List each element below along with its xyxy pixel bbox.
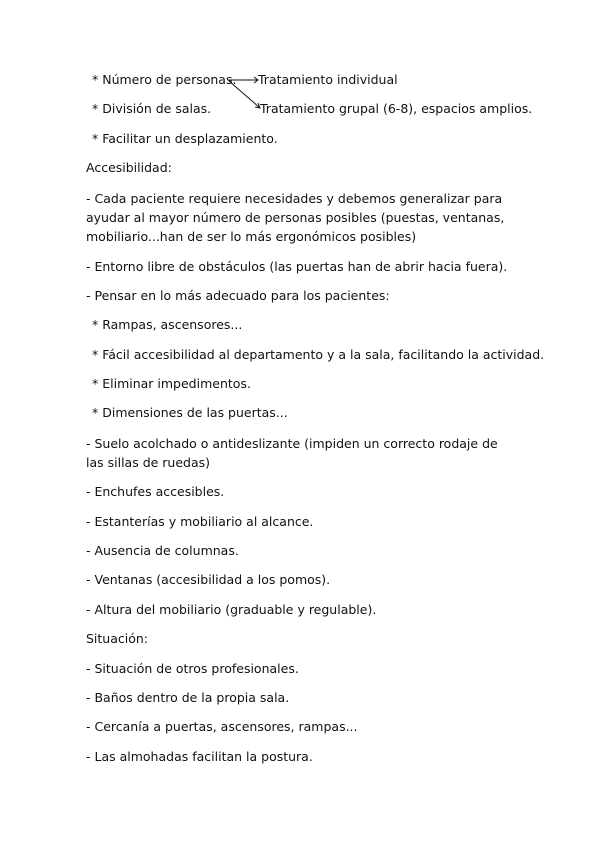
accesibilidad-item-2: - Entorno libre de obstáculos (las puertas han de abrir hacia fuera). [86, 259, 508, 274]
sub-item-dimensiones: * Dimensiones de las puertas... [92, 405, 288, 420]
target-tratamiento-individual: Tratamiento individual [258, 72, 398, 87]
accesibilidad-item-8: - Ventanas (accesibilidad a los pomos). [86, 572, 331, 587]
situacion-item-1: - Situación de otros profesionales. [86, 661, 299, 676]
accesibilidad-item-9: - Altura del mobiliario (graduable y regulable). [86, 602, 377, 617]
situacion-item-4: - Las almohadas facilitan la postura. [86, 749, 313, 764]
bullet-numero-personas: * Número de personas. [92, 72, 237, 87]
accesibilidad-item-1: - Cada paciente requiere necesidades y debemos generalizar para ayudar al mayor número de personas posibles (puestas, ventanas, mobiliario...han de ser lo más ergonómicos posibles) [86, 191, 505, 244]
heading-situacion: Situación: [86, 631, 149, 646]
situacion-item-2: - Baños dentro de la propia sala. [86, 690, 290, 705]
accesibilidad-item-6: - Estanterías y mobiliario al alcance. [86, 514, 314, 529]
sub-item-eliminar: * Eliminar impedimentos. [92, 376, 251, 391]
situacion-item-3: - Cercanía a puertas, ascensores, rampas... [86, 719, 358, 734]
accesibilidad-item-3: - Pensar en lo más adecuado para los pacientes: [86, 288, 390, 303]
bullet-facilitar-desplazamiento: * Facilitar un desplazamiento. [92, 131, 278, 146]
heading-accesibilidad: Accesibilidad: [86, 160, 172, 175]
sub-item-facil-accesibilidad: * Fácil accesibilidad al departamento y a la sala, facilitando la actividad. [92, 347, 545, 362]
target-tratamiento-grupal: Tratamiento grupal (6-8), espacios amplios. [260, 101, 533, 116]
accesibilidad-item-5: - Enchufes accesibles. [86, 484, 225, 499]
accesibilidad-item-4: - Suelo acolchado o antideslizante (impiden un correcto rodaje de las sillas de ruedas) [86, 436, 498, 470]
sub-item-rampas: * Rampas, ascensores... [92, 317, 243, 332]
bullet-division-salas: * División de salas. [92, 101, 212, 116]
accesibilidad-item-7: - Ausencia de columnas. [86, 543, 239, 558]
